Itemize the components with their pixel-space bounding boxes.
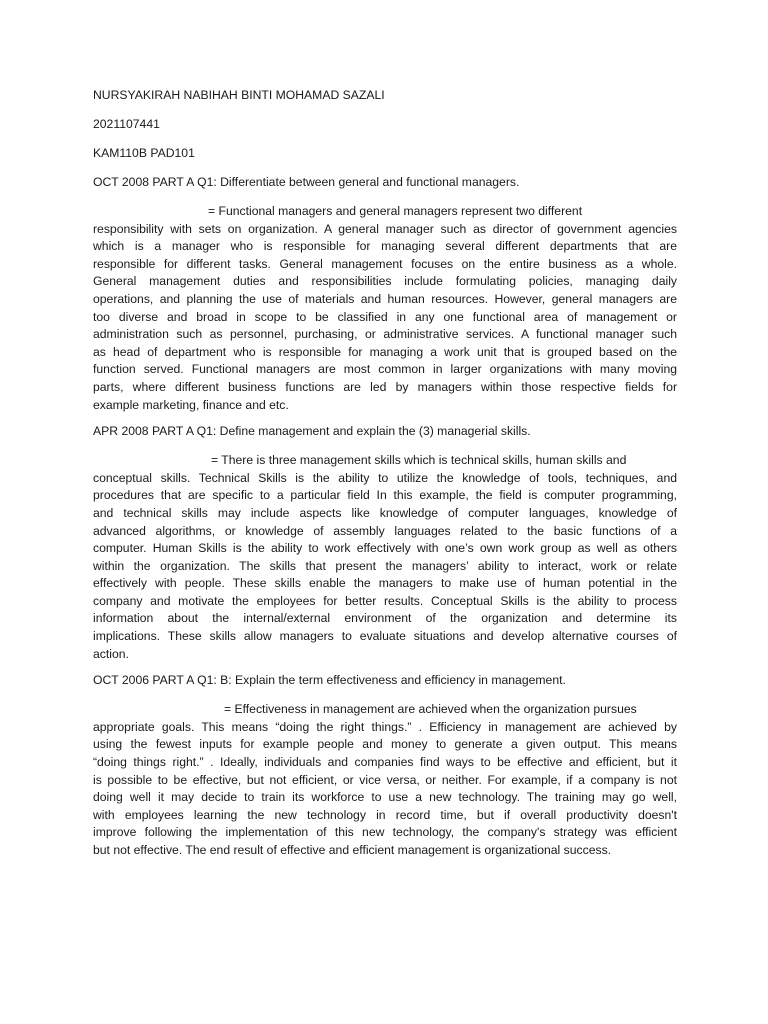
- answer-paragraph: [93, 452, 677, 663]
- answer-line: = Effectiveness in management are achieved when the organization pursues: [224, 702, 637, 717]
- answer-line: doing well it may decide to train its workforce to use a new technology. The training may go well,: [93, 790, 677, 805]
- document-body: [93, 87, 677, 869]
- question-heading: OCT 2006 PART A Q1: B: Explain the term effectiveness and efficiency in management.: [93, 673, 566, 688]
- answer-line: function served. Functional managers are most common in larger organizations with many moving: [93, 362, 677, 377]
- answer-line: = There is three management skills which is technical skills, human skills and: [211, 453, 627, 468]
- student-name: NURSYAKIRAH NABIHAH BINTI MOHAMAD SAZALI: [93, 88, 385, 102]
- answer-line: advanced algorithms, or knowledge of assembly languages related to the basic functions of a: [93, 523, 677, 538]
- answer-line: effectively with people. These skills enable the managers to make use of human potential in the: [93, 576, 677, 591]
- answer-paragraph: [93, 203, 677, 414]
- question-heading: APR 2008 PART A Q1: Define management and explain the (3) managerial skills.: [93, 424, 531, 439]
- answer-line: but not effective. The end result of effective and efficient management is organizational success.: [93, 843, 612, 857]
- answer-line: is possible to be effective, but not efficient, or vice versa, or neither. For example, if a company is not: [93, 772, 677, 787]
- answer-line: too diverse and broad in scope to be classified in any one functional area of management or: [93, 309, 677, 324]
- answer-line: improve following the implementation of this new technology, the company's strategy was efficient: [93, 825, 677, 840]
- student-id: 2021107441: [93, 117, 160, 131]
- answer-line: administration such as personnel, purchasing, or administrative services. A functional manager such: [93, 327, 677, 342]
- answer-line: = Functional managers and general managers represent two different: [208, 204, 583, 218]
- answer-line: responsibility with sets on organization. A general manager such as director of government agencies: [93, 221, 677, 236]
- answer-line: company and motivate the employees for better results. Conceptual Skills is the ability to process: [93, 593, 677, 608]
- answer-line: and technical skills may include aspects like knowledge of computer languages, knowledge of: [93, 505, 677, 520]
- course-code: KAM110B PAD101: [93, 146, 195, 160]
- answer-line: procedures that are specific to a particular field In this example, the field is computer programming,: [93, 488, 677, 503]
- answer-line: information about the internal/external environment of the organization and determine its: [93, 611, 677, 626]
- answer-line: with employees learning the new technology in record time, but if overall productivity doesn't: [93, 807, 677, 822]
- answer-line: General management duties and responsibilities include formulating policies, managing daily: [93, 274, 677, 289]
- answer-line: computer. Human Skills is the ability to work effectively with one’s own work group as well as others: [93, 541, 677, 556]
- answer-line: implications. These skills allow managers to evaluate situations and develop alternative courses of: [93, 629, 677, 644]
- answer-line: as head of department who is responsible for managing a work unit that is grouped based on the: [93, 344, 677, 359]
- answer-line: parts, where different business functions are led by managers within those respective fields for: [93, 379, 677, 394]
- answer-line: within the organization. The skills that present the managers’ ability to interact, work or relate: [93, 558, 677, 573]
- answer-line: “doing things right.” . Ideally, individuals and companies find ways to be effective and efficient, but it: [93, 755, 677, 770]
- answer-line: appropriate goals. This means “doing the right things.” . Efficiency in management are achieved by: [93, 719, 677, 734]
- answer-line: responsible for different tasks. General management focuses on the entire business as a whole.: [93, 256, 677, 271]
- answer-line: which is a manager who is responsible for managing several different departments that are: [93, 239, 677, 254]
- answer-line: action.: [93, 646, 129, 661]
- answer-paragraph: [93, 701, 677, 859]
- questions-section: [93, 174, 677, 860]
- answer-line: operations, and planning the use of materials and human resources. However, general managers are: [93, 291, 677, 306]
- answer-line: conceptual skills. Technical Skills is the ability to utilize the knowledge of tools, techniques, and: [93, 470, 677, 485]
- answer-line: using the fewest inputs for example people and money to generate a given output. This means: [93, 737, 677, 752]
- question-heading: OCT 2008 PART A Q1: Differentiate between general and functional managers.: [93, 175, 520, 189]
- answer-line: example marketing, finance and etc.: [93, 397, 289, 412]
